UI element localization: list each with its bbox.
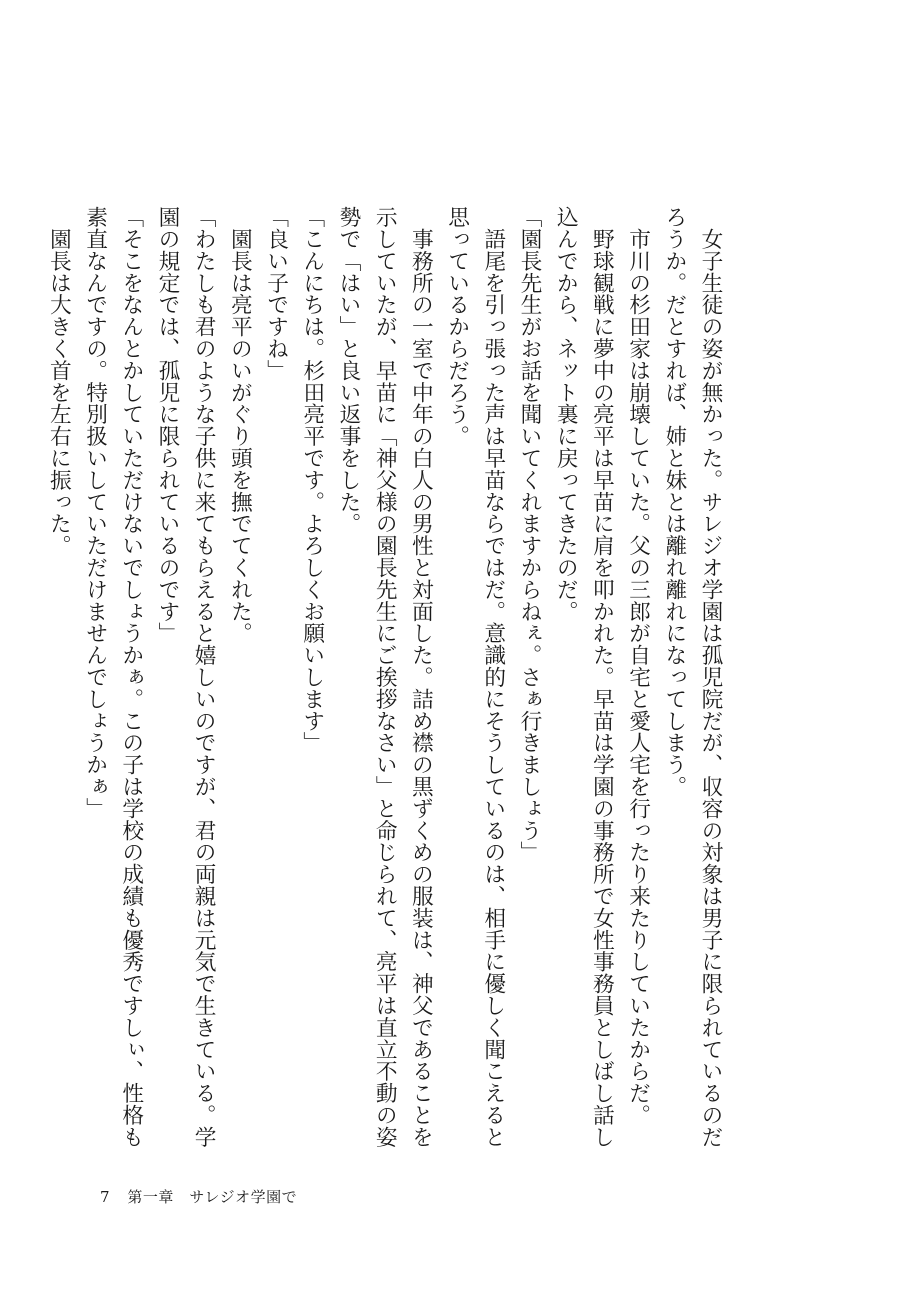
text-column: 「園長先生がお話を聞いてくれますからねぇ。さぁ行きましょう」 <box>516 206 542 863</box>
text-column: 「良い子ですね」 <box>263 206 289 382</box>
text-column: 込んでから、ネット裏に戻ってきたのだ。 <box>553 206 579 623</box>
text-column: 野球観戦に夢中の亮平は早苗に肩を叩かれた。早苗は学園の事務所で女性事務員としばし話し <box>589 206 615 1148</box>
text-column: ろうか。だとすれば、姉と妹とは離れ離れになってしまう。 <box>661 206 687 798</box>
text-column: 「わたしも君のような子供に来てもらえると嬉しいのですが、君の両親は元気で生きている。学 <box>191 206 217 1148</box>
text-column: 思っているからだろう。 <box>444 206 470 447</box>
text-column: 語尾を引っ張った声は早苗ならではだ。意識的にそうしているのは、相手に優しく聞こえると <box>480 206 506 1148</box>
text-column: 女子生徒の姿が無かった。サレジオ学園は孤児院だが、収容の対象は男子に限られているのだ <box>698 206 723 1148</box>
text-column: 園長は亮平のいがぐり頭を撫でてくれた。 <box>227 206 253 644</box>
text-column: 示していたが、早苗に「神父様の園長先生にご挨拶なさい」と命じられて、亮平は直立不動の姿 <box>372 206 398 1148</box>
page-footer <box>100 1186 297 1207</box>
text-column: 素直なんですの。特別扱いしていただけませんでしょうかぁ」 <box>82 206 108 820</box>
page-number: 7 <box>100 1188 111 1206</box>
text-column: 「そこをなんとかしていただけないでしょうかぁ。この子は学校の成績も優秀ですしぃ、性格も <box>118 206 144 1148</box>
text-column: 勢で「はい」と良い返事をした。 <box>335 206 361 535</box>
text-column: 園の規定では、孤児に限られているのです」 <box>154 206 180 644</box>
vertical-text-body <box>40 206 728 1146</box>
text-column: 「こんにちは。杉田亮平です。よろしくお願いします」 <box>299 206 325 754</box>
chapter-title: 第一章 サレジオ学園で <box>127 1188 298 1206</box>
text-column: 市川の杉田家は崩壊していた。父の三郎が自宅と愛人宅を行ったり来たりしていたからだ。 <box>625 206 651 1126</box>
text-column: 事務所の一室で中年の白人の男性と対面した。詰め襟の黒ずくめの服装は、神父であることを <box>408 206 434 1148</box>
text-column: 園長は大きく首を左右に振った。 <box>46 206 72 557</box>
